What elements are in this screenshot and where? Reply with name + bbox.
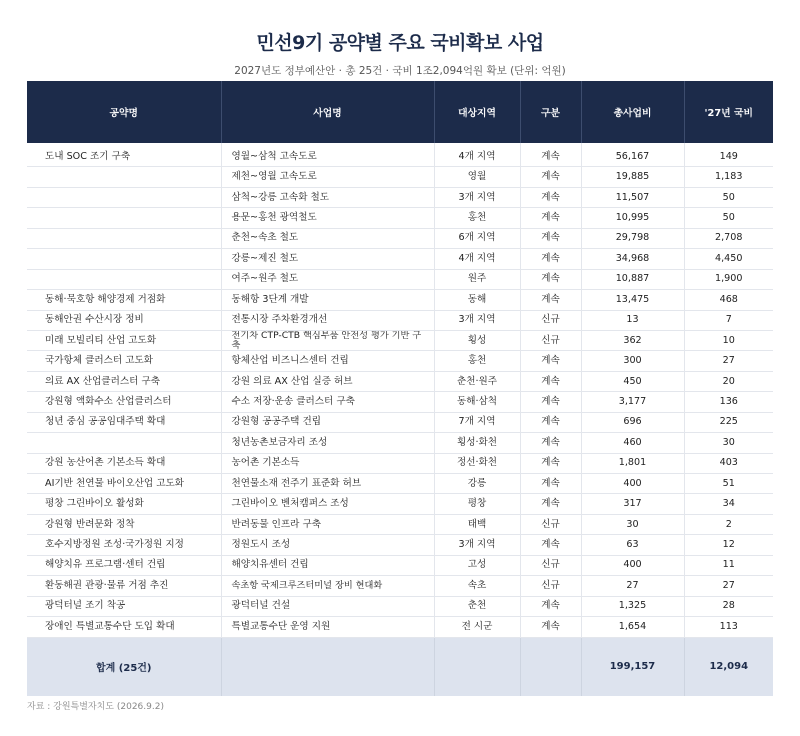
cell-budget: 27 [684, 576, 773, 596]
cell-type: 계속 [520, 269, 581, 289]
cell-total: 317 [581, 494, 684, 514]
cell-type: 계속 [520, 351, 581, 371]
cell-pledge [27, 433, 221, 453]
cell-region: 춘천 [434, 596, 520, 616]
cell-pledge [27, 187, 221, 207]
cell-total: 29,798 [581, 228, 684, 248]
cell-project: 용문~홍천 광역철도 [221, 208, 434, 228]
table-row [27, 208, 773, 228]
cell-region: 3개 지역 [434, 187, 520, 207]
cell-project: 동해항 3단계 개발 [221, 290, 434, 310]
cell-type: 계속 [520, 494, 581, 514]
table-row [27, 555, 773, 575]
cell-type: 신규 [520, 555, 581, 575]
cell-budget: 2 [684, 514, 773, 534]
cell-type: 계속 [520, 412, 581, 432]
cell-budget: 1,900 [684, 269, 773, 289]
table-row [27, 269, 773, 289]
cell-region: 7개 지역 [434, 412, 520, 432]
cell-budget: 225 [684, 412, 773, 432]
cell-total: 13,475 [581, 290, 684, 310]
cell-type: 계속 [520, 187, 581, 207]
table-row [27, 351, 773, 371]
cell-project: 항체산업 비즈니스센터 건립 [221, 351, 434, 371]
cell-pledge: 광덕터널 조기 착공 [27, 596, 221, 616]
cell-type: 계속 [520, 290, 581, 310]
source-note: 자료 : 강원특별자치도 (2026.9.2) [27, 702, 164, 712]
cell-budget: 28 [684, 596, 773, 616]
cell-budget: 4,450 [684, 249, 773, 269]
cell-type: 계속 [520, 167, 581, 187]
cell-project: 강원형 공공주택 건립 [221, 412, 434, 432]
cell-type: 계속 [520, 208, 581, 228]
cell-project: 그린바이오 벤처캠퍼스 조성 [221, 494, 434, 514]
cell-project: 강릉~제진 철도 [221, 249, 434, 269]
cell-budget: 50 [684, 187, 773, 207]
cell-region: 4개 지역 [434, 143, 520, 167]
cell-region: 전 시군 [434, 617, 520, 637]
cell-budget: 1,183 [684, 167, 773, 187]
table-row [27, 290, 773, 310]
cell-pledge: 도내 SOC 조기 구축 [27, 143, 221, 167]
cell-project: 춘천~속초 철도 [221, 228, 434, 248]
cell-budget: 50 [684, 208, 773, 228]
cell-type: 신규 [520, 514, 581, 534]
cell-budget: 136 [684, 392, 773, 412]
table-row [27, 453, 773, 473]
table-row [27, 494, 773, 514]
table-row [27, 167, 773, 187]
cell-type: 신규 [520, 330, 581, 350]
cell-region: 강릉 [434, 474, 520, 494]
table-row [27, 392, 773, 412]
cell-region: 영월 [434, 167, 520, 187]
cell-total: 10,995 [581, 208, 684, 228]
cell-project: 여주~원주 철도 [221, 269, 434, 289]
cell-budget: 10 [684, 330, 773, 350]
cell-project: 반려동물 인프라 구축 [221, 514, 434, 534]
cell-region: 3개 지역 [434, 310, 520, 330]
cell-type: 계속 [520, 249, 581, 269]
header-pledge: 공약명 [27, 81, 221, 143]
total-empty-type [520, 637, 581, 696]
cell-total: 460 [581, 433, 684, 453]
cell-total: 300 [581, 351, 684, 371]
cell-region: 고성 [434, 555, 520, 575]
table-row [27, 371, 773, 391]
cell-pledge [27, 249, 221, 269]
cell-project: 천연물소재 전주기 표준화 허브 [221, 474, 434, 494]
table-row [27, 330, 773, 350]
cell-region: 횡성·화천 [434, 433, 520, 453]
cell-region: 속초 [434, 576, 520, 596]
cell-project: 속초항 국제크루즈터미널 장비 현대화 [221, 576, 434, 596]
table-row [27, 187, 773, 207]
cell-region: 횡성 [434, 330, 520, 350]
cell-total: 10,887 [581, 269, 684, 289]
cell-budget: 2,708 [684, 228, 773, 248]
cell-pledge: 미래 모빌리티 산업 고도화 [27, 330, 221, 350]
cell-total: 696 [581, 412, 684, 432]
page-title: 민선9기 공약별 주요 국비확보 사업 [256, 32, 544, 54]
cell-pledge: 강원 농산어촌 기본소득 확대 [27, 453, 221, 473]
cell-pledge [27, 208, 221, 228]
cell-region: 춘천·원주 [434, 371, 520, 391]
cell-pledge [27, 228, 221, 248]
total-empty-project [221, 637, 434, 696]
cell-total: 34,968 [581, 249, 684, 269]
cell-pledge [27, 167, 221, 187]
cell-total: 400 [581, 474, 684, 494]
cell-budget: 468 [684, 290, 773, 310]
cell-pledge: 호수지방정원 조성·국가정원 지정 [27, 535, 221, 555]
cell-total: 1,801 [581, 453, 684, 473]
header-type: 구분 [520, 81, 581, 143]
cell-total: 19,885 [581, 167, 684, 187]
cell-total: 56,167 [581, 143, 684, 167]
cell-budget: 34 [684, 494, 773, 514]
cell-budget: 20 [684, 371, 773, 391]
cell-pledge: 의료 AX 산업클러스터 구축 [27, 371, 221, 391]
cell-type: 계속 [520, 596, 581, 616]
cell-region: 3개 지역 [434, 535, 520, 555]
cell-budget: 51 [684, 474, 773, 494]
cell-project: 제천~영월 고속도로 [221, 167, 434, 187]
cell-project: 전기차 CTP-CTB 핵심부품 안전성 평가 기반 구축 [221, 330, 434, 350]
cell-region: 홍천 [434, 351, 520, 371]
cell-pledge: 동해안권 수산시장 정비 [27, 310, 221, 330]
cell-project: 광덕터널 건설 [221, 596, 434, 616]
total-label: 합계 (25건) [27, 637, 221, 696]
cell-type: 계속 [520, 143, 581, 167]
table-row [27, 596, 773, 616]
header-budget: '27년 국비 [684, 81, 773, 143]
cell-total: 30 [581, 514, 684, 534]
cell-type: 계속 [520, 474, 581, 494]
total-sum: 199,157 [581, 637, 684, 696]
cell-project: 해양치유센터 건립 [221, 555, 434, 575]
table-row [27, 514, 773, 534]
cell-region: 태백 [434, 514, 520, 534]
table-row [27, 474, 773, 494]
table-row [27, 249, 773, 269]
cell-budget: 403 [684, 453, 773, 473]
cell-total: 1,654 [581, 617, 684, 637]
header-region: 대상지역 [434, 81, 520, 143]
table-row [27, 576, 773, 596]
cell-project: 전통시장 주차환경개선 [221, 310, 434, 330]
cell-region: 원주 [434, 269, 520, 289]
cell-budget: 11 [684, 555, 773, 575]
cell-budget: 7 [684, 310, 773, 330]
cell-pledge: AI기반 천연물 바이오산업 고도화 [27, 474, 221, 494]
budget-table [27, 81, 773, 696]
cell-region: 정선·화천 [434, 453, 520, 473]
cell-budget: 12 [684, 535, 773, 555]
header-total: 총사업비 [581, 81, 684, 143]
cell-region: 홍천 [434, 208, 520, 228]
table-total-row [27, 637, 773, 696]
cell-project: 농어촌 기본소득 [221, 453, 434, 473]
cell-project: 삼척~강릉 고속화 철도 [221, 187, 434, 207]
total-empty-region [434, 637, 520, 696]
cell-type: 계속 [520, 617, 581, 637]
table-row [27, 617, 773, 637]
cell-type: 계속 [520, 392, 581, 412]
cell-type: 신규 [520, 576, 581, 596]
cell-region: 평창 [434, 494, 520, 514]
cell-pledge: 평창 그린바이오 활성화 [27, 494, 221, 514]
cell-type: 계속 [520, 433, 581, 453]
cell-pledge: 동해·묵호항 해양경제 거점화 [27, 290, 221, 310]
cell-pledge: 장애인 특별교통수단 도입 확대 [27, 617, 221, 637]
cell-budget: 113 [684, 617, 773, 637]
cell-pledge: 해양치유 프로그램·센터 건립 [27, 555, 221, 575]
cell-type: 계속 [520, 535, 581, 555]
cell-type: 계속 [520, 453, 581, 473]
table-row [27, 143, 773, 167]
cell-project: 수소 저장·운송 클러스터 구축 [221, 392, 434, 412]
cell-total: 362 [581, 330, 684, 350]
cell-pledge [27, 269, 221, 289]
cell-total: 13 [581, 310, 684, 330]
table-row [27, 433, 773, 453]
cell-budget: 30 [684, 433, 773, 453]
cell-project: 강원 의료 AX 산업 실증 허브 [221, 371, 434, 391]
total-budget: 12,094 [684, 637, 773, 696]
cell-budget: 27 [684, 351, 773, 371]
header-project: 사업명 [221, 81, 434, 143]
cell-type: 계속 [520, 228, 581, 248]
cell-total: 11,507 [581, 187, 684, 207]
cell-type: 계속 [520, 371, 581, 391]
cell-pledge: 환동해권 관광·물류 거점 추진 [27, 576, 221, 596]
cell-total: 63 [581, 535, 684, 555]
cell-pledge: 강원형 반려문화 정착 [27, 514, 221, 534]
cell-region: 동해·삼척 [434, 392, 520, 412]
cell-region: 4개 지역 [434, 249, 520, 269]
table-row [27, 535, 773, 555]
cell-type: 신규 [520, 310, 581, 330]
cell-region: 동해 [434, 290, 520, 310]
cell-total: 1,325 [581, 596, 684, 616]
table-row [27, 228, 773, 248]
table-header-row [27, 81, 773, 143]
cell-pledge: 강원형 액화수소 산업클러스터 [27, 392, 221, 412]
cell-project: 청년농촌보금자리 조성 [221, 433, 434, 453]
cell-total: 400 [581, 555, 684, 575]
cell-pledge: 청년 중심 공공임대주택 확대 [27, 412, 221, 432]
table-row [27, 310, 773, 330]
cell-region: 6개 지역 [434, 228, 520, 248]
cell-total: 450 [581, 371, 684, 391]
cell-total: 3,177 [581, 392, 684, 412]
page-subtitle: 2027년도 정부예산안 · 총 25건 · 국비 1조2,094억원 확보 (단위: 억원) [234, 65, 566, 77]
cell-project: 정원도시 조성 [221, 535, 434, 555]
cell-project: 영월~삼척 고속도로 [221, 143, 434, 167]
table-row [27, 412, 773, 432]
cell-total: 27 [581, 576, 684, 596]
cell-pledge: 국가항체 클러스터 고도화 [27, 351, 221, 371]
cell-project: 특별교통수단 운영 지원 [221, 617, 434, 637]
cell-budget: 149 [684, 143, 773, 167]
